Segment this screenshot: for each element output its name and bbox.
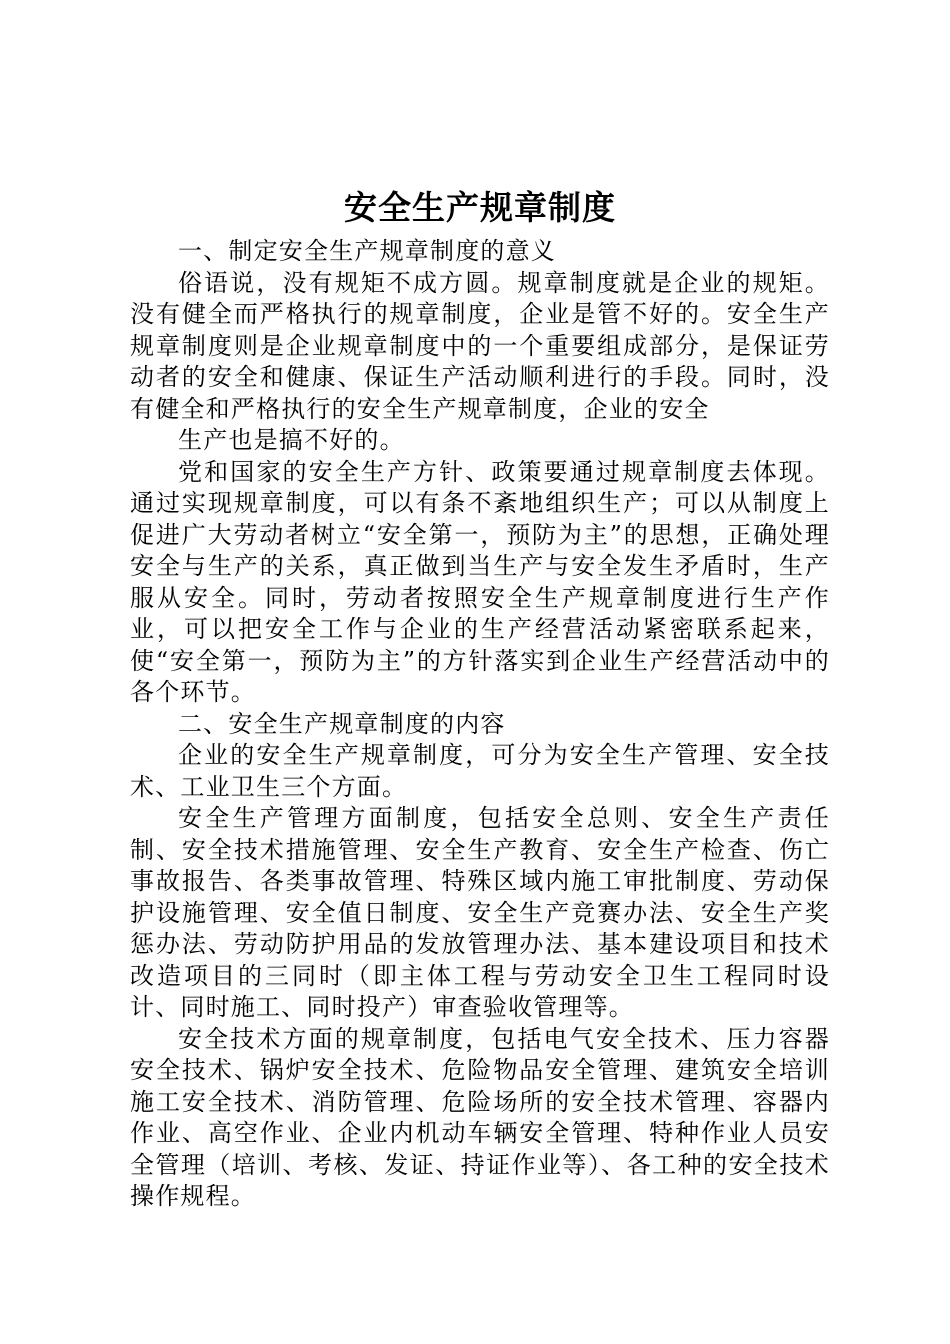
document-body [130, 186, 830, 1213]
paragraph-rules-importance: 俗语说，没有规矩不成方圆。规章制度就是企业的规矩。没有健全而严格执行的规章制度，企业是管不好的。安全生产规章制度则是企业规章制度中的一个重要组成部分，是保证劳动者的安全和健康、保证生产活动顺利进行的手段。同时，没有健全和严格执行的安全生产规章制度，企业的安全 [130, 268, 830, 423]
section-heading-contents: 二、安全生产规章制度的内容 [178, 709, 506, 738]
paragraph-rules-importance-continued: 生产也是搞不好的。 [178, 426, 405, 454]
paragraph-technical-rules: 安全技术方面的规章制度，包括电气安全技术、压力容器安全技术、锅炉安全技术、危险物品安全管理、建筑安全培训施工安全技术、消防管理、危险场所的安全技术管理、容器内作业、高空作业、企业内机动车辆安全管理、特种作业人员安全管理（培训、考核、发证、持证作业等）、各工种的安全技术操作规程。 [130, 1024, 830, 1210]
paragraph-management-rules: 安全生产管理方面制度，包括安全总则、安全生产责任制、安全技术措施管理、安全生产教育、安全生产检查、伤亡事故报告、各类事故管理、特殊区域内施工审批制度、劳动保护设施管理、安全值日制度、安全生产竞赛办法、安全生产奖惩办法、劳动防护用品的发放管理办法、基本建设项目和技术改造项目的三同时（即主体工程与劳动安全卫生工程同时设计、同时施工、同时投产）审查验收管理等。 [130, 804, 830, 1021]
paragraph-policy-implementation: 党和国家的安全生产方针、政策要通过规章制度去体现。通过实现规章制度，可以有条不紊地组织生产；可以从制度上促进广大劳动者树立“安全第一，预防为主”的思想，正确处理安全与生产的关系，真正做到当生产与安全发生矛盾时，生产服从安全。同时，劳动者按照安全生产规章制度进行生产作业，可以把安全工作与企业的生产经营活动紧密联系起来，使“安全第一，预防为主”的方针落实到企业生产经营活动中的各个环节。 [130, 457, 830, 706]
document-title: 安全生产规章制度 [344, 188, 616, 227]
section-heading-significance: 一、制定安全生产规章制度的意义 [178, 237, 556, 265]
paragraph-rules-categories: 企业的安全生产规章制度，可分为安全生产管理、安全技术、工业卫生三个方面。 [130, 741, 830, 801]
